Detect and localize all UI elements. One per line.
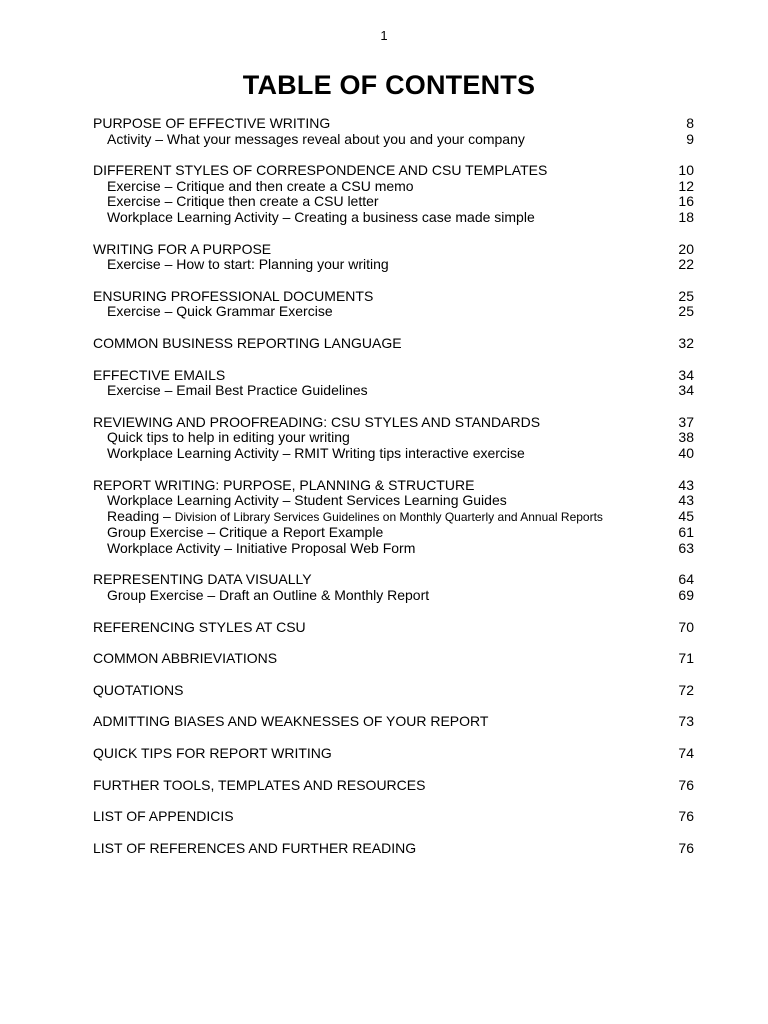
toc-heading-row [93,572,694,588]
toc-page-number: 18 [678,208,694,225]
toc-section [93,116,694,147]
toc-entry-title [93,383,368,399]
toc-page-number: 71 [678,650,694,667]
toc-page-number: 70 [678,618,694,635]
toc-page-number: 43 [678,492,694,509]
toc-page-number: 10 [678,162,694,179]
toc-entry-title [93,257,389,273]
toc-heading-row [93,778,694,794]
toc-page-number: 43 [678,476,694,493]
toc-page-number: 72 [678,681,694,698]
toc-heading-title: LIST OF APPENDICIS [93,808,234,825]
toc-entry-title [93,509,603,526]
toc-page-number: 8 [686,115,694,131]
toc-entry-title [93,541,415,557]
toc-entry-row [93,588,694,604]
toc-entry-row [93,179,694,195]
toc-heading-row [93,415,694,431]
page-title: TABLE OF CONTENTS [242,70,536,100]
toc-entry-title [93,210,535,226]
toc-section [93,651,694,667]
toc-entry-title [93,194,379,210]
toc-page-number: 76 [678,776,694,793]
toc-page-number: 25 [678,303,694,320]
toc-heading-title: FURTHER TOOLS, TEMPLATES AND RESOURCES [93,776,426,793]
toc-entry-title [93,430,350,446]
toc-heading-row [93,289,694,305]
toc-page-number: 40 [678,444,694,461]
toc-page-number: 32 [678,334,694,351]
toc-section [93,714,694,730]
toc-heading-title: REPRESENTING DATA VISUALLY [93,571,312,588]
toc-heading-title: WRITING FOR A PURPOSE [93,240,272,257]
toc-page-number: 38 [678,429,694,446]
toc-entry-row [93,430,694,446]
toc-heading-title: REFERENCING STYLES AT CSU [93,618,306,635]
toc-section [93,746,694,762]
toc-heading-title: ADMITTING BIASES AND WEAKNESSES OF YOUR REPORT [93,713,489,730]
toc-entry-title [93,446,525,462]
toc-entry-text: Group Exercise – Draft an Outline & Monthly Report [107,587,430,604]
toc-heading-title: PURPOSE OF EFFECTIVE WRITING [93,115,331,131]
toc-heading-title: REVIEWING AND PROOFREADING: CSU STYLES AND STANDARDS [93,413,541,430]
toc-entry-text: Exercise – Critique then create a CSU letter [107,193,379,210]
toc-heading-row [93,620,694,636]
toc-section [93,683,694,699]
toc-entry-title [93,588,429,604]
toc-page-number: 64 [678,571,694,588]
toc-entry-row [93,257,694,273]
toc-page-number: 25 [678,287,694,304]
toc-heading-title: ENSURING PROFESSIONAL DOCUMENTS [93,287,374,304]
toc-page-number: 63 [678,539,694,556]
toc-page-number: 37 [678,413,694,430]
toc-entry-row [93,304,694,320]
toc-heading-row [93,809,694,825]
toc-entry-row [93,210,694,226]
toc-page-number: 74 [678,745,694,762]
toc-entry-title [93,132,525,148]
toc-entry-text: Workplace Learning Activity – Creating a business case made simple [107,208,535,225]
toc-entry-text: Group Exercise – Critique a Report Example [107,524,384,541]
toc-heading-row [93,242,694,258]
toc-heading-row [93,683,694,699]
toc-page-number: 20 [678,240,694,257]
toc-heading-row [93,116,694,132]
toc-entry-row [93,446,694,462]
page-number: 1 [380,28,388,43]
toc-section [93,809,694,825]
toc-heading-row [93,651,694,667]
toc-entry-row [93,541,694,557]
toc-entry-row [93,132,694,148]
toc-section [93,368,694,399]
toc-entry-text: Workplace Activity – Initiative Proposal Web Form [107,539,416,556]
toc-entry-row [93,493,694,509]
toc-entry-row [93,194,694,210]
toc-entry-text: Workplace Learning Activity – Student Services Learning Guides [107,492,507,509]
toc-page-number: 73 [678,713,694,730]
toc-page-number: 69 [678,587,694,604]
toc-entry-text: Workplace Learning Activity – RMIT Writing tips interactive exercise [107,444,525,461]
toc-entry-text: Exercise – Critique and then create a CSU memo [107,177,414,194]
toc-section [93,841,694,857]
toc-heading-row [93,714,694,730]
toc-entry-row [93,525,694,541]
toc-heading-title: REPORT WRITING: PURPOSE, PLANNING & STRUCTURE [93,476,475,493]
toc-entry-text: Quick tips to help in editing your writing [107,429,350,446]
toc-entry-title [93,493,507,509]
toc-heading-title: DIFFERENT STYLES OF CORRESPONDENCE AND CSU TEMPLATES [93,162,548,179]
toc-page-number: 16 [678,193,694,210]
toc-section [93,572,694,603]
toc-page-number: 22 [678,256,694,273]
toc-entry-row [93,509,694,526]
toc-section [93,163,694,225]
toc-entry-row [93,383,694,399]
table-of-contents [93,116,694,872]
toc-section [93,289,694,320]
toc-section [93,778,694,794]
toc-heading-row [93,368,694,384]
toc-section [93,478,694,557]
toc-section [93,415,694,462]
toc-entry-text: Exercise – How to start: Planning your writing [107,256,389,273]
toc-entry-title [93,304,333,320]
toc-entry-text: Reading – [107,507,175,524]
toc-entry-subtitle: Division of Library Services Guidelines on Monthly Quarterly and Annual Reports [174,509,603,524]
toc-heading-row [93,746,694,762]
toc-entry-text: Exercise – Quick Grammar Exercise [107,303,333,320]
toc-page-number: 45 [678,507,694,524]
toc-page-number: 76 [678,808,694,825]
toc-heading-row [93,478,694,494]
toc-entry-title [93,525,383,541]
toc-heading-title: COMMON ABBRIEVIATIONS [93,650,278,667]
toc-section [93,242,694,273]
toc-page-number: 34 [678,382,694,399]
toc-page-number: 34 [678,366,694,383]
toc-heading-title: EFFECTIVE EMAILS [93,366,226,383]
toc-heading-row [93,336,694,352]
toc-page-number: 12 [678,177,694,194]
toc-heading-title: LIST OF REFERENCES AND FURTHER READING [93,839,417,856]
toc-section [93,620,694,636]
toc-entry-title [93,179,414,195]
toc-page-number: 9 [686,130,694,147]
toc-heading-title: QUOTATIONS [93,681,184,698]
toc-heading-row [93,841,694,857]
toc-page-number: 61 [678,524,694,541]
toc-entry-text: Activity – What your messages reveal about you and your company [107,130,525,147]
toc-heading-row [93,163,694,179]
toc-section [93,336,694,352]
toc-entry-text: Exercise – Email Best Practice Guidelines [107,382,368,399]
toc-heading-title: COMMON BUSINESS REPORTING LANGUAGE [93,334,402,351]
toc-page-number: 76 [678,839,694,856]
toc-heading-title: QUICK TIPS FOR REPORT WRITING [93,745,332,762]
